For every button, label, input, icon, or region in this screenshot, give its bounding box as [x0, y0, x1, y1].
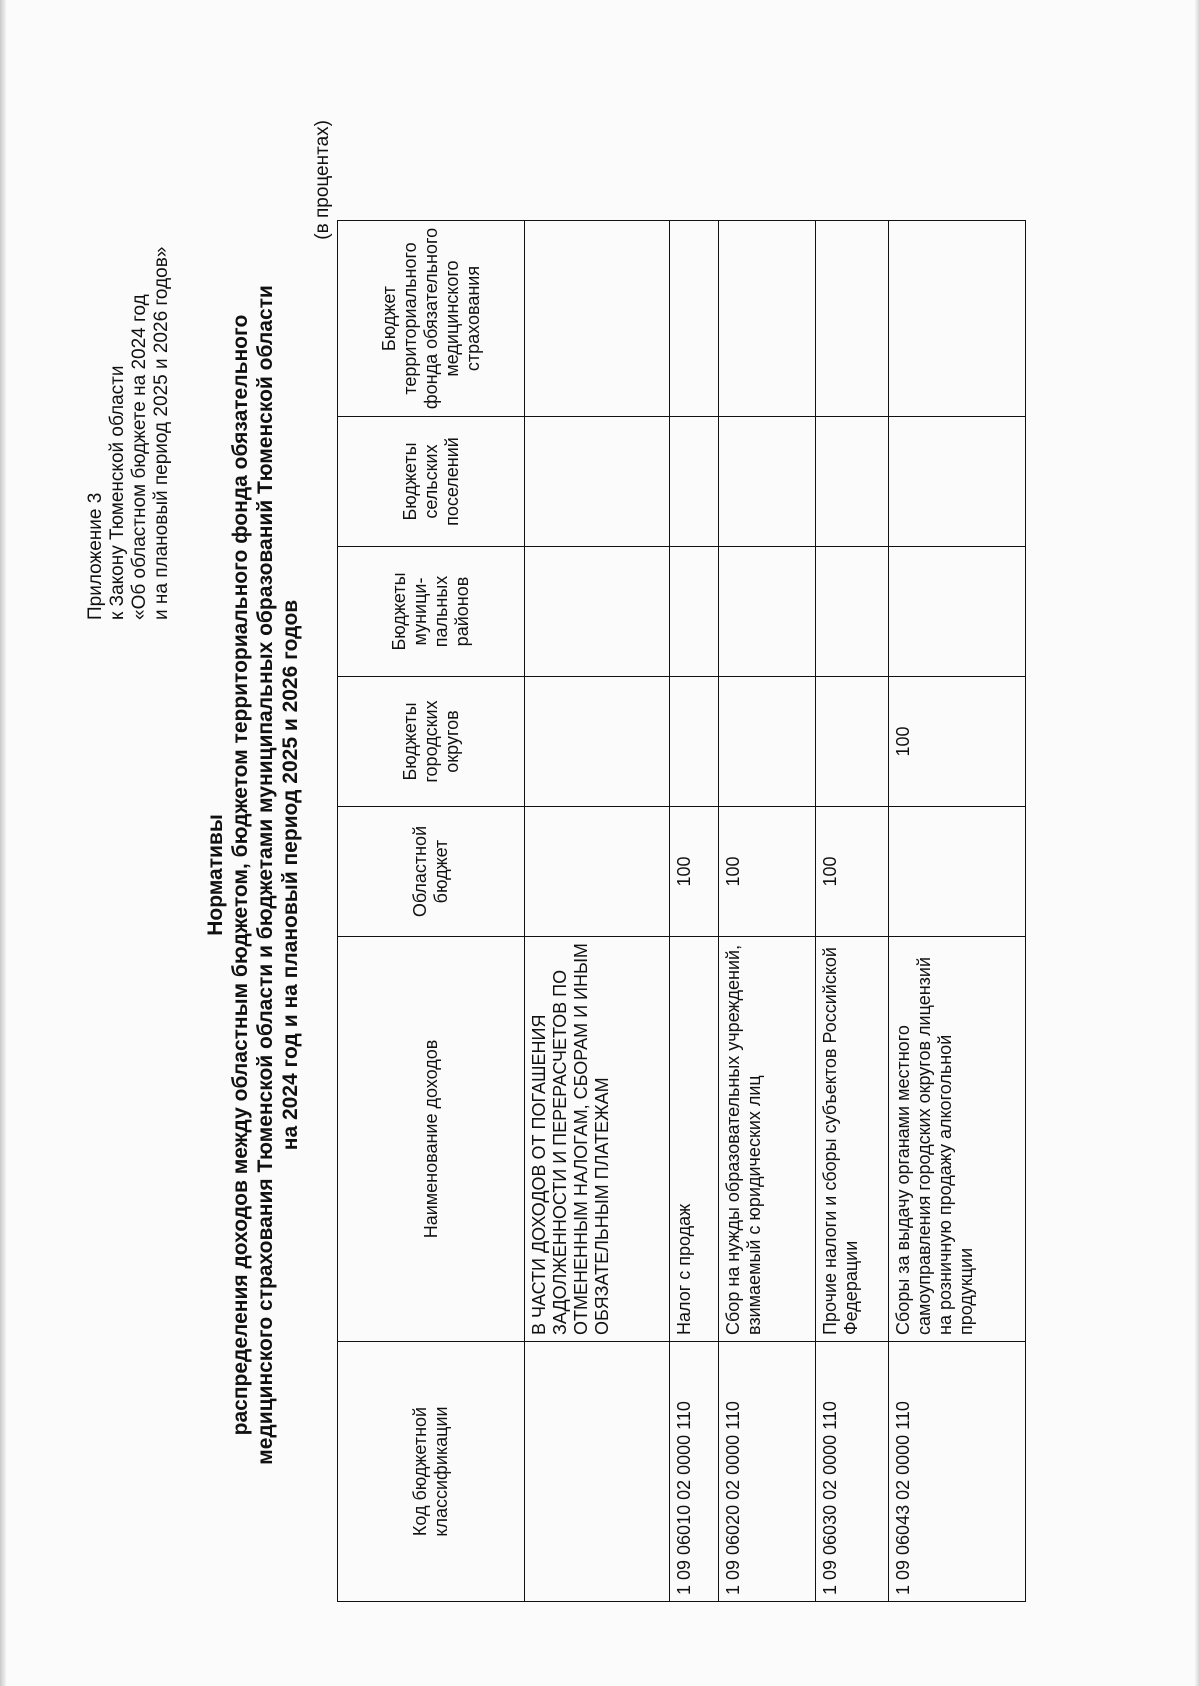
header-municipal-budgets: Бюджеты муници-пальных районов — [338, 547, 525, 677]
table-row — [525, 221, 670, 1602]
cell-name: Сборы за выдачу органами местного самоуправления городских округов лицензий на розничную продажу алкогольной продукции — [889, 937, 1026, 1342]
header-regional-budget: Областной бюджет — [338, 807, 525, 937]
unit-note: (в процентах) — [312, 120, 333, 240]
cell-fund — [889, 221, 1026, 417]
appendix-reference — [85, 150, 173, 620]
cell-code: 1 09 06030 02 0000 110 — [816, 1342, 889, 1602]
header-insurance-fund: Бюджет территориального фонда обязательного медицинского страхования — [338, 221, 525, 417]
heading-line: медицинского страхования Тюменской области и бюджетами муниципальных образований Тюменской области — [254, 285, 277, 1465]
heading-line: распределения доходов между областным бюджетом, бюджетом территориального фонда обязательного — [229, 314, 252, 1436]
cell-city — [670, 677, 719, 807]
appendix-line: и на плановый период 2025 и 2026 годов» — [151, 246, 172, 620]
header-city-budgets: Бюджеты городских округов — [338, 677, 525, 807]
scan-edge-left — [0, 0, 6, 1686]
cell-name: Сбор на нужды образовательных учреждений, взимаемый с юридических лиц — [719, 937, 816, 1342]
cell-name: Прочие налоги и сборы субъектов Российской Федерации — [816, 937, 889, 1342]
cell-fund — [816, 221, 889, 417]
cell-fund — [670, 221, 719, 417]
cell-rural — [670, 417, 719, 547]
cell-code: 1 09 06020 02 0000 110 — [719, 1342, 816, 1602]
rotated-document-page — [35, 95, 1165, 1635]
appendix-line: «Об областном бюджете на 2024 год — [129, 294, 150, 620]
norms-table — [337, 220, 1026, 1602]
cell-municipal — [719, 547, 816, 677]
heading-line: на 2024 год и на плановый период 2025 и 2026 годов — [279, 599, 302, 1151]
cell-city — [525, 677, 670, 807]
cell-municipal — [889, 547, 1026, 677]
document-heading — [203, 175, 303, 1575]
cell-name: В ЧАСТИ ДОХОДОВ ОТ ПОГАШЕНИЯ ЗАДОЛЖЕННОСТИ И ПЕРЕРАСЧЕТОВ ПО ОТМЕНЕННЫМ НАЛОГАМ, СБОРАМ И ИНЫМ ОБЯЗАТЕЛЬНЫМ ПЛАТЕЖАМ — [525, 937, 670, 1342]
table-row — [719, 221, 816, 1602]
cell-code: 1 09 06010 02 0000 110 — [670, 1342, 719, 1602]
cell-city: 100 — [889, 677, 1026, 807]
cell-rural — [889, 417, 1026, 547]
cell-regional — [525, 807, 670, 937]
header-rural-budgets: Бюджеты сельских поселений — [338, 417, 525, 547]
cell-municipal — [525, 547, 670, 677]
appendix-line: к Закону Тюменской области — [107, 365, 128, 620]
heading-title: Нормативы — [204, 814, 227, 936]
cell-regional: 100 — [719, 807, 816, 937]
cell-city — [816, 677, 889, 807]
cell-municipal — [670, 547, 719, 677]
table-row — [889, 221, 1026, 1602]
table-row — [816, 221, 889, 1602]
cell-code — [525, 1342, 670, 1602]
cell-name: Налог с продаж — [670, 937, 719, 1342]
cell-rural — [816, 417, 889, 547]
cell-rural — [525, 417, 670, 547]
appendix-line: Приложение 3 — [85, 492, 106, 620]
cell-regional — [889, 807, 1026, 937]
cell-fund — [525, 221, 670, 417]
table-header-row — [338, 221, 525, 1602]
header-name: Наименование доходов — [338, 937, 525, 1342]
cell-code: 1 09 06043 02 0000 110 — [889, 1342, 1026, 1602]
header-code: Код бюджетной классификации — [338, 1342, 525, 1602]
cell-regional: 100 — [816, 807, 889, 937]
scan-edge-right — [1195, 0, 1200, 1686]
cell-municipal — [816, 547, 889, 677]
cell-city — [719, 677, 816, 807]
cell-rural — [719, 417, 816, 547]
cell-regional: 100 — [670, 807, 719, 937]
table-row — [670, 221, 719, 1602]
cell-fund — [719, 221, 816, 417]
